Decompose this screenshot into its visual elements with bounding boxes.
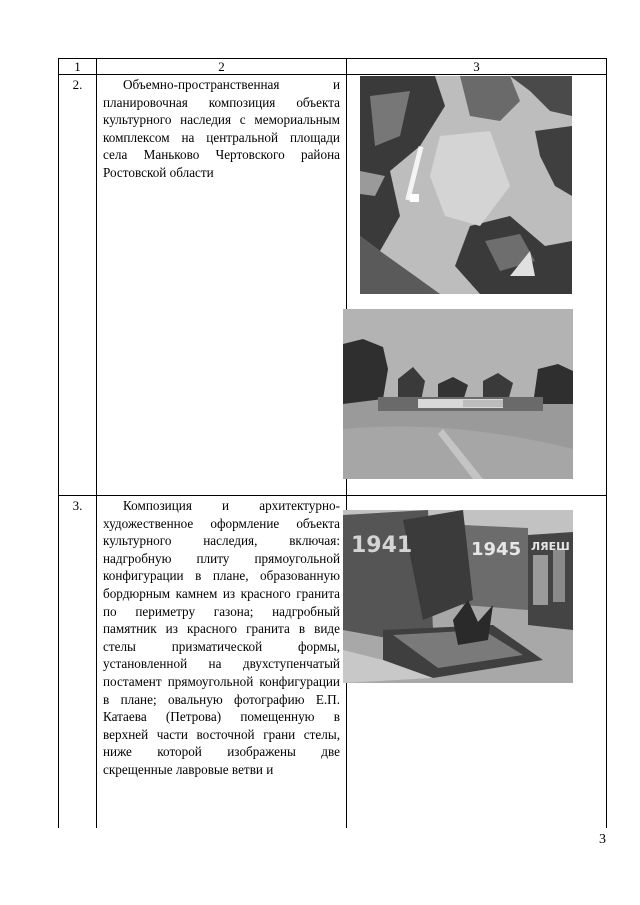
table-header-row — [59, 59, 607, 75]
photo-text-1945: 1945 — [471, 539, 522, 560]
row-number: 3. — [59, 496, 97, 829]
row-number: 2. — [59, 75, 97, 496]
table-row — [59, 75, 607, 496]
photo-text-inscription: ЛЯЕШ — [531, 540, 570, 553]
header-col-3: 3 — [347, 59, 607, 75]
row-photos — [347, 496, 607, 829]
page-number: 3 — [599, 832, 606, 847]
monument-photo — [343, 510, 573, 683]
row-description: Композиция и архитектурно-художественное оформление объекта культурного наследия, включая: надгробную плиту прямоугольной конфигурации в плане, образованную бордюрным камнем из красного гранита по периметру газона; надгробный памятник из красного гранита в виде стелы призматической формы, установленной на двухступенчатый постамент прямоугольной конфигурации в плане; овальную фотографию Е.П. Катаева (Петрова) помещенную в верхней части восточной грани стелы, ниже которой изображены две скрещенные лавровые ветви и — [97, 496, 347, 829]
heritage-table — [58, 58, 607, 828]
table-row — [59, 496, 607, 829]
photo-text-1941: 1941 — [351, 533, 413, 558]
header-col-1: 1 — [59, 59, 97, 75]
header-col-2: 2 — [97, 59, 347, 75]
row-photos — [347, 75, 607, 496]
aerial-photo — [360, 76, 572, 294]
memorial-photo — [343, 309, 573, 479]
row-description: Объемно-пространственная и планировочная композиция объекта культурного наследия с мемориальным комплексом на центральной площади села Маньково Чертовского района Ростовской области — [97, 75, 347, 496]
